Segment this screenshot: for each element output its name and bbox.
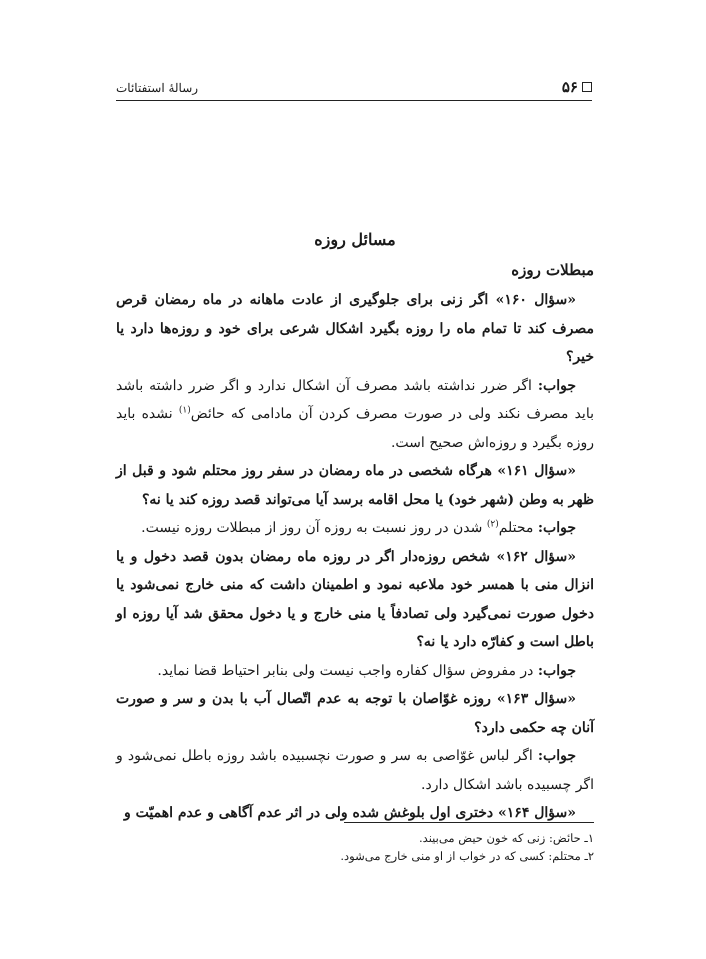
question-162 — [116, 543, 594, 657]
page-number — [562, 78, 592, 96]
answer-text: در مفروض سؤال کفاره واجب نیست ولی بنابر احتیاط قضا نماید. — [157, 662, 538, 679]
answer-160 — [116, 372, 594, 458]
answer-label: جواب: — [537, 377, 576, 394]
chapter-title: مسائل روزه — [314, 230, 396, 249]
question-text: «سؤال ۱۶۱» هرگاه شخصی در ماه رمضان در سفر روز محتلم شود و قبل از ظهر به وطن (شهر خود) یا محل اقامه برسد آیا می‌تواند قصد روزه کند یا نه؟ — [116, 463, 594, 508]
question-161 — [116, 457, 594, 514]
square-icon — [582, 82, 592, 92]
book-title: رسالهٔ استفتائات — [116, 81, 199, 95]
footnote-ref: (۱) — [178, 405, 191, 416]
answer-text: شدن در روز نسبت به روزه آن روز از مبطلات روزه نیست. — [141, 520, 487, 536]
footnote-2: ۲ـ محتلم: کسی که در خواب از او منی خارج می‌شود. — [340, 849, 594, 863]
question-160 — [116, 286, 594, 372]
answer-163 — [116, 742, 594, 799]
answer-162 — [116, 657, 594, 686]
footnote-1: ۱ـ حائض: زنی که خون حیض می‌بیند. — [419, 831, 594, 845]
answer-label: جواب: — [537, 748, 576, 764]
answer-text: نشده باید روزه بگیرد و روزه‌اش صحیح است. — [116, 406, 594, 451]
page-content — [116, 226, 594, 828]
question-text: «سؤال ۱۶۳» روزه غوّاصان با توجه به عدم اتّصال آب با بدن و سر و صورت آنان چه حکمی دارد؟ — [116, 691, 594, 736]
answer-text: اگر ضرر نداشته باشد مصرف آن اشکال ندارد و اگر ضرر داشته باشد باید مصرف نکند ولی در صورت مصرف کردن آن مادامی که حائض — [116, 377, 594, 422]
question-163 — [116, 685, 594, 742]
answer-161 — [116, 514, 594, 543]
answer-text: محتلم — [498, 520, 538, 536]
question-text: «سؤال ۱۶۴» دختری اول بلوغش شده ولی در اثر عدم آگاهی و عدم اهمیّت و — [124, 805, 576, 821]
question-text: «سؤال ۱۶۲» شخص روزه‌دار اگر در روزه ماه رمضان بدون قصد دخول و یا انزال منی با همسر خود ملاعبه نمود و اطمینان داشت که منی خارج نمی‌شود یا دخول صورت نمی‌گیرد ولی تصادفاً یا منی خارج و یا دخول محقق شد آیا روزه او باطل است و کفارّه دارد یا نه؟ — [116, 548, 594, 650]
page-number-text: ۵۶ — [561, 78, 578, 96]
footnotes — [116, 822, 594, 865]
section-title: مبطلات روزه — [511, 261, 594, 279]
answer-label: جواب: — [537, 662, 576, 679]
question-text: «سؤال ۱۶۰» اگر زنی برای جلوگیری از عادت ماهانه در ماه رمضان قرص مصرف کند تا تمام ماه را روزه بگیرد اشکال شرعی برای خود و روزه‌ها دارد یا خیر؟ — [116, 292, 594, 365]
answer-text: اگر لباس غوّاصی به سر و صورت نچسبیده باشد روزه باطل نمی‌شود و اگر چسبیده باشد اشکال دارد. — [116, 748, 594, 793]
footnote-ref: (۲) — [486, 519, 499, 530]
running-header — [116, 78, 592, 101]
answer-label: جواب: — [537, 520, 576, 536]
footnote-divider — [344, 822, 594, 823]
